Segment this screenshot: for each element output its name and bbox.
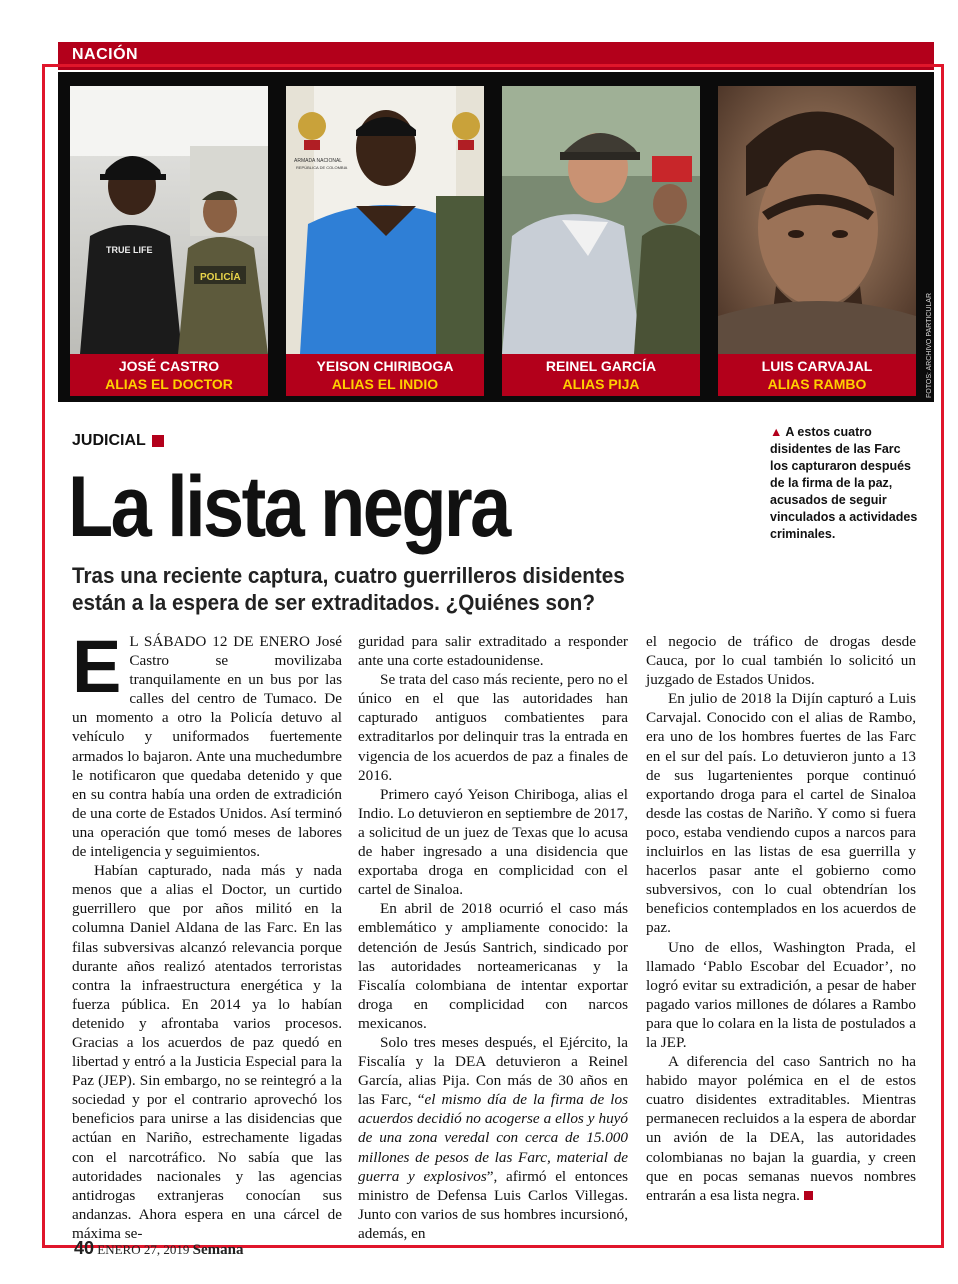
photo-credit-text: FOTOS: ARCHIVO PARTICULAR [926, 292, 933, 398]
suspect-name: YEISON CHIRIBOGA [316, 358, 454, 374]
kicker-label: JUDICIAL [72, 432, 146, 449]
banner-text: ARMADA NACIONAL [294, 158, 343, 164]
paragraph-text: José Castro se movilizaba tranquilamente en un bus por las calles del centro de Tumaco. De un momento a otro la Policía detuvo al vehículo y uniformados fuertemente armados lo bajaron. Ante una muchedumbre le notificaron que quedaba detenido y que en su contra había una orden de extradición de una corte de Estados Unidos. Así terminó una operación que tomó meses de labores de inteligencia y seguimientos. [72, 633, 343, 861]
drop-cap: E [72, 625, 122, 708]
dek: Tras una reciente captura, cuatro guerrilleros disidentes están a la espera de ser extraditados. ¿Quiénes son? [72, 563, 625, 615]
suspect-alias: ALIAS RAMBO [767, 376, 867, 392]
body-paragraph [358, 1033, 628, 1243]
magazine-brand: Semana [192, 1242, 244, 1258]
body-paragraph: En julio de 2018 la Dijín capturó a Luis Carvajal. Conocido con el alias de Rambo, era uno de los hombres fuertes de las Farc en el sur del país. Lo detuvieron junto a 13 de sus lugartenientes porque continuó exportando droga para el cartel de Sinaloa desde las costas de Nariño. Y como si fuera poco, estaba vendiendo cupos a narcos para incluirlos en las listas de esa guerrilla y hacerlos pasar ante el gobierno como subversivos, con lo cual obtendrían los beneficios contemplados en los acuerdos de paz. [646, 690, 916, 937]
suspect-alias: ALIAS PIJA [562, 376, 640, 392]
page-footer [74, 1238, 243, 1259]
suspect-alias: ALIAS EL INDIO [331, 376, 439, 392]
section-label: NACIÓN [72, 46, 139, 63]
body-paragraph: el negocio de tráfico de drogas desde Cauca, por lo cual también lo solicitó un juzgado de Estados Unidos. [646, 633, 916, 689]
body-paragraph [646, 1052, 916, 1205]
suspect-name: REINEL GARCÍA [545, 358, 657, 374]
triangle-up-icon: ▲ [770, 425, 783, 439]
body-paragraph [72, 625, 343, 861]
body-paragraph: Habían capturado, nada más y nada menos que a alias el Doctor, un curtido guerrillero que por años militó en la columna Daniel Aldana de las Farc. En las filas subversivas alcanzó relevancia porque durante años realizó atentados terroristas contra la infraestructura energética y la fuerza pública. En 2014 ya lo habían detenido y afrontaba varios procesos. Gracias a los acuerdos de paz quedó en libertad y entró a la Justicia Especial para la Paz (JEP). Sin embargo, no se reintegró a la sociedad y por el contrario aprovechó los beneficios para unirse a las disidencias que actúan en Nariño, estrechamente ligadas con el narcotráfico. No sabía que las autoridades nacionales y las agencias antidrogas extranjeras conocían sus andanzas. Ahora espera en una cárcel de máxima se- [72, 862, 342, 1242]
banner-subtext: REPÚBLICA DE COLOMBIA [296, 165, 348, 170]
kicker [72, 432, 164, 450]
body-paragraph: Se trata del caso más reciente, pero no el único en el que las autoridades han capturado antiguos combatientes para extraditarlos por delinquir tras la entrada en vigencia de los acuerdos de paz a finales de 2016. [358, 671, 628, 784]
paragraph-text: Solo tres meses después, el Ejército, la Fiscalía y la DEA detuvieron a Reinel García, alias Pija. Con más de 30 años en las Farc, “ [358, 1033, 628, 1109]
paragraph-text: A diferencia del caso Santrich no ha habido mayor polémica en el de estos cuatro disidentes extraditables. Mientras permanecen recluidos a la espera de abordar un avión de la DEA, las autoridades colombianas no bajan la guardia, y creen que en pocas semanas nuevos nombres entrarán a esa lista negra. [646, 1053, 916, 1204]
body-paragraph: En abril de 2018 ocurrió el caso más emblemático y ampliamente conocido: la detención de Jesús Santrich, sindicado por las autoridades norteamericanas y la Fiscalía colombiana de intentar exportar droga en complicidad con narcos mexicanos. [358, 900, 628, 1032]
photo-side-caption [770, 424, 922, 543]
opening-words: L SÁBADO 12 DE ENERO [129, 633, 310, 650]
police-vest-text: POLICÍA [200, 272, 241, 283]
suspect-name: JOSÉ CASTRO [118, 358, 220, 374]
side-caption-text: A estos cuatro disidentes de las Farc los capturaron después de la firma de la paz, acusados de seguir vinculados a actividades criminales. [770, 425, 918, 541]
square-bullet-icon [152, 435, 164, 447]
page-number: 40 [74, 1238, 95, 1258]
end-mark-icon [804, 1191, 813, 1200]
body-paragraph: Primero cayó Yeison Chiriboga, alias el Indio. Lo detuvieron en septiembre de 2017, a solicitud de un juez de Texas que lo acusa de haber ingresado a una disidencia que exportaba droga en complicidad con el cartel de Sinaloa. [358, 785, 628, 899]
suspect-alias: ALIAS EL DOCTOR [105, 376, 233, 392]
paragraph-text: ”, afirmó el entonces ministro de Defensa Luis Carlos Villegas. Junto con varios de sus hombres incursionó, además, en [358, 1167, 628, 1242]
body-paragraph: guridad para salir extraditado a responder ante una corte estadounidense. [358, 633, 628, 670]
body-column-3 [646, 632, 916, 1205]
body-column-2 [358, 632, 628, 1243]
headline: La lista negra [68, 459, 509, 555]
issue-date: ENERO 27, 2019 [97, 1242, 190, 1257]
shirt-print-text: TRUE LIFE [106, 245, 153, 255]
body-column-1 [72, 625, 343, 1243]
suspect-name: LUIS CARVAJAL [761, 358, 873, 374]
body-paragraph: Uno de ellos, Washington Prada, el llamado ‘Pablo Escobar del Ecuador’, no logró evitar su extradición, a pesar de haber pagado varios millones de dólares a Rambo para que lo colara en la lista de postulados a la JEP. [646, 938, 916, 1051]
quote-text: el mismo día de la firma de los acuerdos decidió no acogerse a ellos y huyó de una zona veredal con cerca de 15.000 millones de pesos de las Farc, material de guerra y explosivos [358, 1091, 628, 1185]
